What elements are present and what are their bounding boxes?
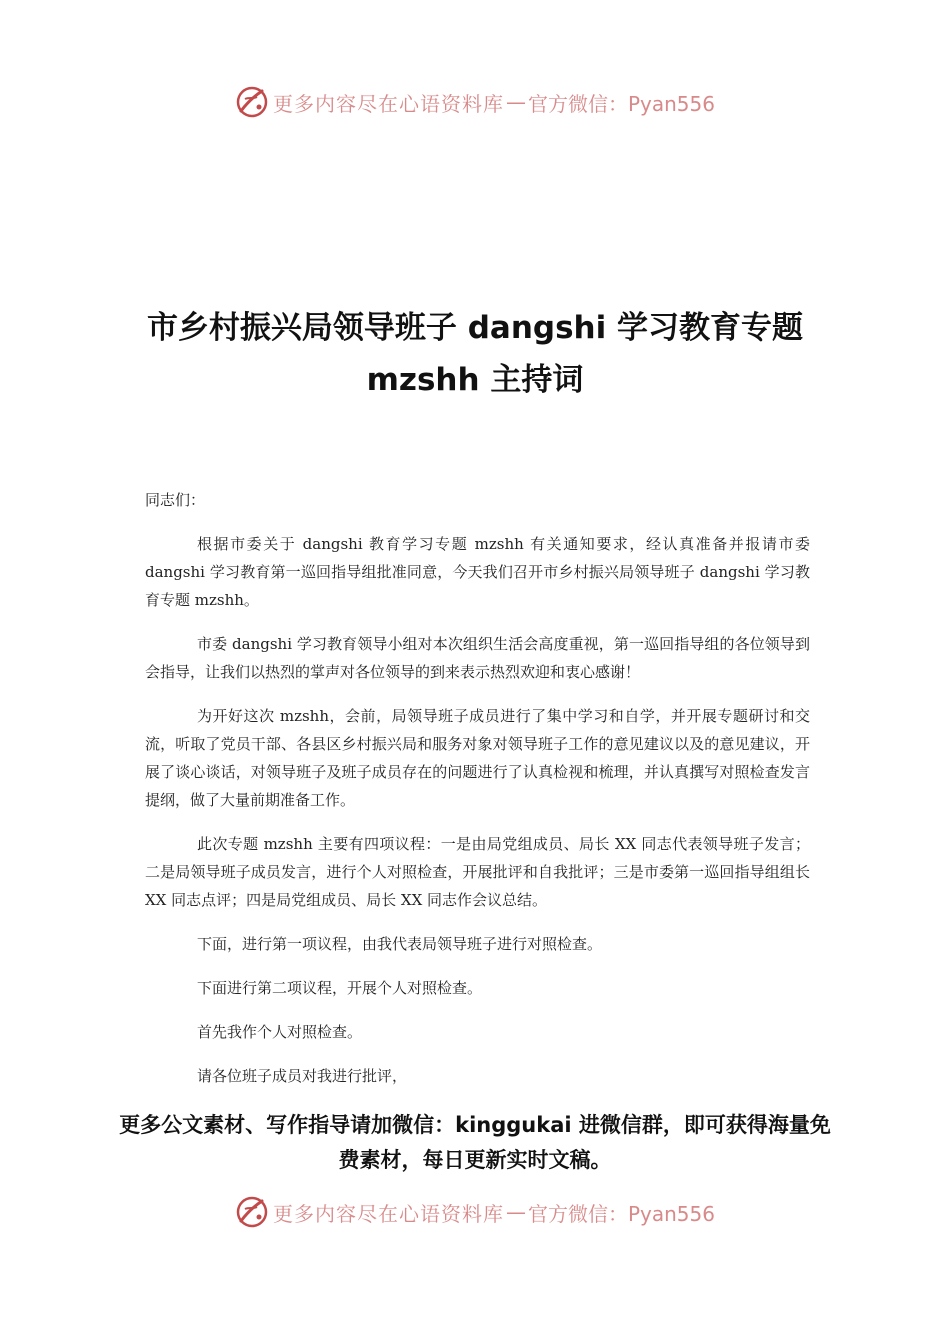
document-title: 市乡村振兴局领导班子 dangshi 学习教育专题 mzshh 主持词 (146, 310, 804, 398)
document-body (145, 486, 810, 1106)
paragraph: 下面进行第二项议程，开展个人对照检查。 (197, 979, 483, 997)
watermark-brand-text: 更多内容尽在心语资料库 (272, 1201, 504, 1226)
watermark-footer (0, 1192, 950, 1232)
brand-logo-icon (235, 85, 269, 119)
paragraph: 市委 dangshi 学习教育领导小组对本次组织生活会高度重视，第一巡回指导组的各位领导到会指导，让我们以热烈的掌声对各位领导的到来表示热烈欢迎和衷心感谢！ (145, 635, 810, 681)
watermark-contact-text: 官方微信：Pyan556 (527, 91, 715, 116)
paragraph: 首先我作个人对照检查。 (197, 1023, 363, 1041)
brand-logo-icon (235, 1195, 269, 1229)
footer-advertisement: 更多公文素材、写作指导请加微信：kinggukai 进微信群，即可获得海量免费素材，每日更新实时文稿。 (119, 1113, 831, 1172)
paragraph: 下面，进行第一项议程，由我代表局领导班子进行对照检查。 (197, 935, 603, 953)
watermark-header (0, 82, 950, 122)
watermark-dash: — (505, 90, 526, 114)
watermark-contact-text: 官方微信：Pyan556 (527, 1201, 715, 1226)
paragraph: 为开好这次 mzshh，会前，局领导班子成员进行了集中学习和自学，并开展专题研讨和交流，听取了党员干部、各县区乡村振兴局和服务对象对领导班子工作的意见建议以及的意见建议，开展了谈心谈话，对领导班子及班子成员存在的问题进行了认真检视和梳理，并认真撰写对照检查发言提纲，做了大量前期准备工作。 (145, 707, 810, 809)
salutation: 同志们： (145, 491, 206, 509)
watermark-brand-text: 更多内容尽在心语资料库 (272, 91, 504, 116)
paragraph: 此次专题 mzshh 主要有四项议程：一是由局党组成员、局长 XX 同志代表领导班子发言；二是局领导班子成员发言，进行个人对照检查，开展批评和自我批评；三是市委第一巡回指导组组长 XX 同志点评；四是局党组成员、局长 XX 同志作会议总结。 (145, 835, 810, 909)
watermark-dash: — (505, 1200, 526, 1224)
paragraph: 根据市委关于 dangshi 教育学习专题 mzshh 有关通知要求，经认真准备并报请市委 dangshi 学习教育第一巡回指导组批准同意，今天我们召开市乡村振兴局领导班子 dangshi 学习教育专题 mzshh。 (145, 535, 810, 609)
paragraph: 请各位班子成员对我进行批评， (197, 1067, 408, 1085)
